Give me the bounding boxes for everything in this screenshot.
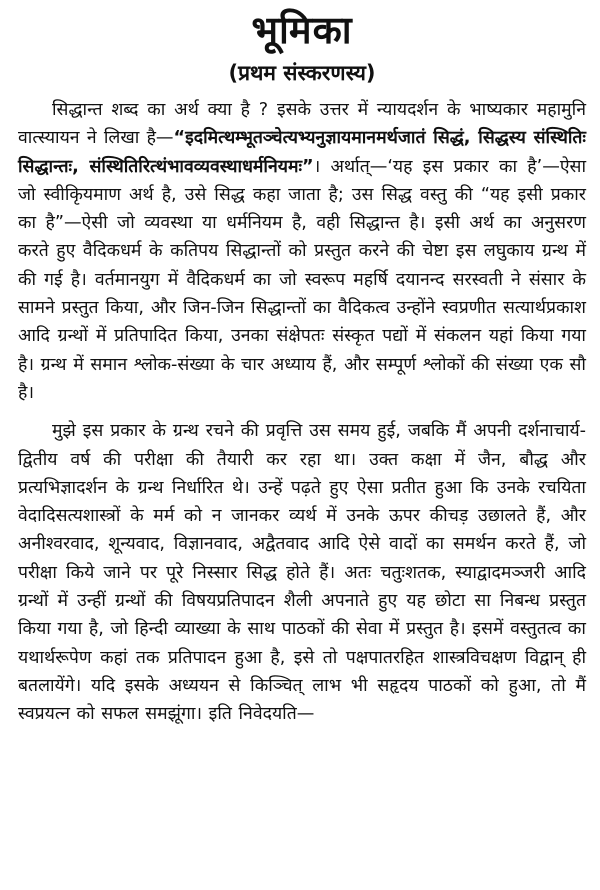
paragraph-1 — [18, 96, 586, 407]
sanskrit-quote: “इदमित्थम्भूतञ्चेत्यभ्यनुज्ञायमानमर्थजातं सिद्धं, सिद्धस्य संस्थितिः सिद्धान्तः, संस्थितिरित्थंभावव्यवस्थाधर्मनियमः” — [18, 128, 586, 177]
paragraph-2-body: मुझे इस प्रकार के ग्रन्थ रचने की प्रवृत्ति उस समय हुई, जबकि मैं अपनी दर्शनाचार्य-द्वितीय वर्ष की परीक्षा की तैयारी कर रहा था। उक्त कक्षा में जैन, बौद्ध और प्रत्यभिज्ञादर्शन के ग्रन्थ निर्धारित थे। उन्हें पढ़ते हुए ऐसा प्रतीत हुआ कि उनके रचयिता वेदादिसत्यशास्त्रों के मर्म को न जानकर व्यर्थ में उनके ऊपर कीचड़ उछालते हैं, और अनीश्वरवाद, शून्यवाद, विज्ञानवाद, अद्वैतवाद आदि ऐसे वादों का समर्थन करते हैं, जो परीक्षा किये जाने पर पूरे निस्सार सिद्ध होते हैं। अतः चतुःशतक, स्याद्वादमञ्जरी आदि ग्रन्थों में उन्हीं ग्रन्थों की विषयप्रतिपादन शैली अपनाते हुए यह छोटा सा निबन्ध प्रस्तुत किया गया है, जो हिन्दी व्याख्या के साथ पाठकों की सेवा में प्रस्तुत है। इसमें वस्तुतत्व का यथार्थरूपेण कहां तक प्रतिपादन हुआ है, इसे तो पक्षपातरहित शास्त्रविचक्षण विद्वान् ही बतलायेंगे। यदि इसके अध्ययन से किञ्चित् लाभ भी सहृदय पाठकों को हुआ, तो मैं स्वप्रयत्न को सफल समझूंगा। इति निवेदयति— — [18, 421, 586, 725]
paragraph-1-body: । अर्थात्—‘यह इस प्रकार का है’—ऐसा जो स्वीकृियमाण अर्थ है, उसे सिद्ध कहा जाता है; उस सिद्ध वस्तु की “यह इसी प्रकार का है”—ऐसी जो व्यवस्था या धर्मनियम है, वही सिद्धान्त है। इसी अर्थ का अनुसरण करते हुए वैदिकधर्म के कतिपय सिद्धान्तों को प्रस्तुत करने की चेष्टा इस लघुकाय ग्रन्थ में की गई है। वर्तमानयुग में वैदिकधर्म का जो स्वरूप महर्षि दयानन्द सरस्वती ने संसार के सामने प्रस्तुत किया, और जिन-जिन सिद्धान्तों का वैदिकत्व उन्होंने स्वप्रणीत सत्यार्थप्रकाश आदि ग्रन्थों में प्रतिपादित किया, उनका संक्षेपतः संस्कृत पद्यों में संकलन यहां किया गया है। ग्रन्थ में समान श्लोक-संख्या के चार अध्याय हैं, और सम्पूर्ण श्लोकों की संख्या एक सौ है। — [18, 156, 586, 403]
page-title: भूमिका — [251, 8, 353, 52]
paragraph-1-intro: सिद्धान्त शब्द का अर्थ क्या है ? इसके उत्तर में न्यायदर्शन के भाष्यकार महामुनि वात्स्यायन ने लिखा है— — [18, 100, 587, 149]
page-subtitle: (प्रथम संस्करणस्य) — [228, 61, 376, 85]
paragraph-2 — [18, 417, 586, 728]
